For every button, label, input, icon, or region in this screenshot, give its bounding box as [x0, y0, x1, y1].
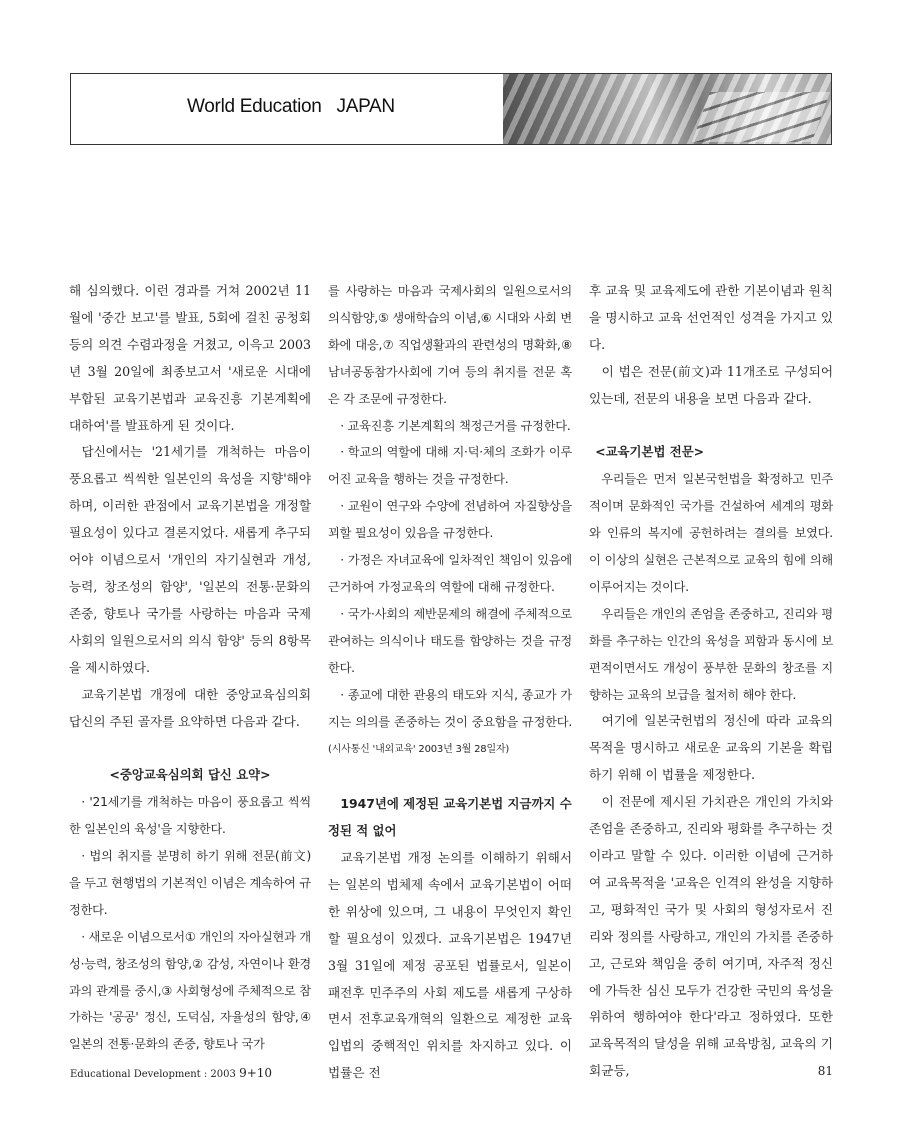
paragraph: 교육기본법 개정 논의를 이해하기 위해서는 일본의 법체제 속에서 교육기본법이 어떠한 위상에 있으며, 그 내용이 무엇인지 확인할 필요성이 있겠다. 교육기본법은 1947년 3월 31일에 제정 공포된 법률로서, 일본이 패전후 민주주의 사회 제도를 새롭게 구상하면서 전후교육개혁의 일환으로 제정한 교육입법의 중핵적인 위치를 차지하고 있다. 이 법률은 전 — [328, 850, 572, 1081]
paragraph: 이 법은 전문(前文)과 11개조로 구성되어 있는데, 전문의 내용을 보면 다음과 같다. — [589, 363, 833, 406]
source-citation: (시사통신 '내외교육' 2003년 3월 28일자) — [328, 744, 510, 756]
section-heading: <교육기본법 전문> — [595, 444, 705, 460]
bullet-item: · 국가·사회의 제반문제의 해결에 주체적으로 관여하는 의식이나 태도를 함양하는 것을 규정한다. — [328, 606, 572, 675]
bullet-item: · 학교의 역할에 대해 지·덕·체의 조화가 이루어진 교육을 행하는 것을 규정한다. — [328, 445, 572, 487]
bullet-item: · 교원이 연구와 수양에 전념하여 자질향상을 꾀할 필요성이 있음을 규정한다. — [328, 499, 572, 541]
footer-journal: Educational Development : 2003 9+10 — [70, 1066, 273, 1080]
paragraph: 교육기본법 개정에 대한 중앙교육심의회 답신의 주된 골자를 요약하면 다음과 같다. — [69, 686, 311, 729]
paragraph: 답신에서는 '21세기를 개척하는 마음이 풍요롭고 씩씩한 일본인의 육성을 지향'해야 하며, 이러한 관점에서 교육기본법을 개정할 필요성이 있다고 결론지었다. 새롭게 추구되어야 이념으로서 '개인의 자기실현과 개성, 능력, 창조성의 함양', '일본의 전통·문화의 존중, 향토나 국가를 사랑하는 마음과 국제사회의 일원으로서의 의식 함양' 등의 8항목을 제시하였다. — [69, 444, 311, 675]
bullet-item: · '21세기를 개척하는 마음이 풍요롭고 씩씩한 일본인의 육성'을 지향한다. — [69, 795, 311, 837]
page-number: 81 — [817, 1064, 833, 1078]
column-3 — [589, 278, 833, 1085]
column-1 — [69, 278, 311, 1058]
preamble-paragraph: 우리들은 먼저 일본국헌법을 확정하고 민주적이며 문화적인 국가를 건설하여 세계의 평화와 인류의 복지에 공헌하려는 결의를 보였다. 이 이상의 실현은 근본적으로 교육의 힘에 의해 이루어지는 것이다. — [589, 472, 833, 594]
bullet-item: · 가정은 자녀교육에 일차적인 책임이 있음에 근거하여 가정교육의 역할에 대해 규정한다. — [328, 553, 572, 594]
bullet-continuation: 를 사랑하는 마음과 국제사회의 일원으로서의 의식함양,⑤ 생애학습의 이념,⑥ 시대와 사회 변화에 대응,⑦ 직업생활과의 관련성의 명확화,⑧ 남녀공동참가사회에 기여 등의 취지를 전문 혹은 각 조문에 규정한다. — [328, 284, 572, 406]
bullet-item: · 종교에 대한 관용의 태도와 지식, 종교가 가지는 의의를 존중하는 것이 중요함을 규정한다.(시사통신 '내외교육' 2003년 3월 28일자) — [328, 687, 572, 756]
bullet-item: · 새로운 이념으로서① 개인의 자아실현과 개성·능력, 창조성의 함양,② 감성, 자연이나 환경과의 관계를 중시,③ 사회형성에 주체적으로 참가하는 '공공' 정신, 도덕심, 자율성의 함양,④ 일본의 전통·문화의 존중, 향토나 국가 — [69, 929, 311, 1052]
header-photo — [503, 74, 831, 145]
paragraph: 해 심의했다. 이런 경과를 거쳐 2002년 11월에 '중간 보고'를 발표, 5회에 걸친 공청회 등의 의견 수렴과정을 거쳤고, 이윽고 2003년 3월 20일에 최종보고서 '새로운 시대에 부합된 교육기본법과 교육진흥 기본계획에 대하여'를 발표하게 된 것이다. — [69, 283, 311, 433]
section-heading: 1947년에 제정된 교육기본법 지금까지 수정된 적 없어 — [328, 796, 572, 839]
issue-number: 9+10 — [239, 1066, 273, 1080]
section-heading: <중앙교육심의회 답신 요약> — [109, 767, 271, 783]
paragraph: 여기에 일본국헌법의 정신에 따라 교육의 목적을 명시하고 새로운 교육의 기본을 확립하기 위해 이 법률을 제정한다. — [589, 713, 833, 783]
preamble-paragraph: 우리들은 개인의 존엄을 존중하고, 진리와 평화를 추구하는 인간의 육성을 꾀함과 동시에 보편적이면서도 개성이 풍부한 문화의 창조를 지향하는 교육의 보급을 철저히 해야 한다. — [589, 606, 833, 702]
section-title: World Education JAPAN — [187, 96, 395, 117]
paragraph: 이 전문에 제시된 가치관은 개인의 가치와 존엄을 존중하고, 진리와 평화를 추구하는 것이라고 말할 수 있다. 이러한 이념에 근거하여 교육목적을 '교육은 인격의 완성을 지향하고, 평화적인 국가 및 사회의 형성자로서 진리와 정의를 사랑하고, 개인의 가치를 존중하고, 근로와 책임을 중히 여기며, 자주적 정신에 가득찬 심신 모두가 건강한 국민의 육성을 위하여 행하여야 한다'라고 정하였다. 또한 교육목적의 달성을 위해 교육방침, 교육의 기회균등, — [589, 794, 833, 1079]
bullet-item: · 교육진흥 기본계획의 책정근거를 규정한다. — [340, 418, 571, 433]
keyboard-image — [692, 92, 830, 142]
paragraph: 후 교육 및 교육제도에 관한 기본이념과 원칙을 명시하고 교육 선언적인 성격을 가지고 있다. — [589, 283, 833, 352]
header-banner — [70, 73, 832, 145]
bullet-item: · 법의 취지를 분명히 하기 위해 전문(前文)을 두고 현행법의 기본적인 이념은 계속하여 규정한다. — [69, 849, 311, 917]
column-2 — [328, 278, 572, 1087]
